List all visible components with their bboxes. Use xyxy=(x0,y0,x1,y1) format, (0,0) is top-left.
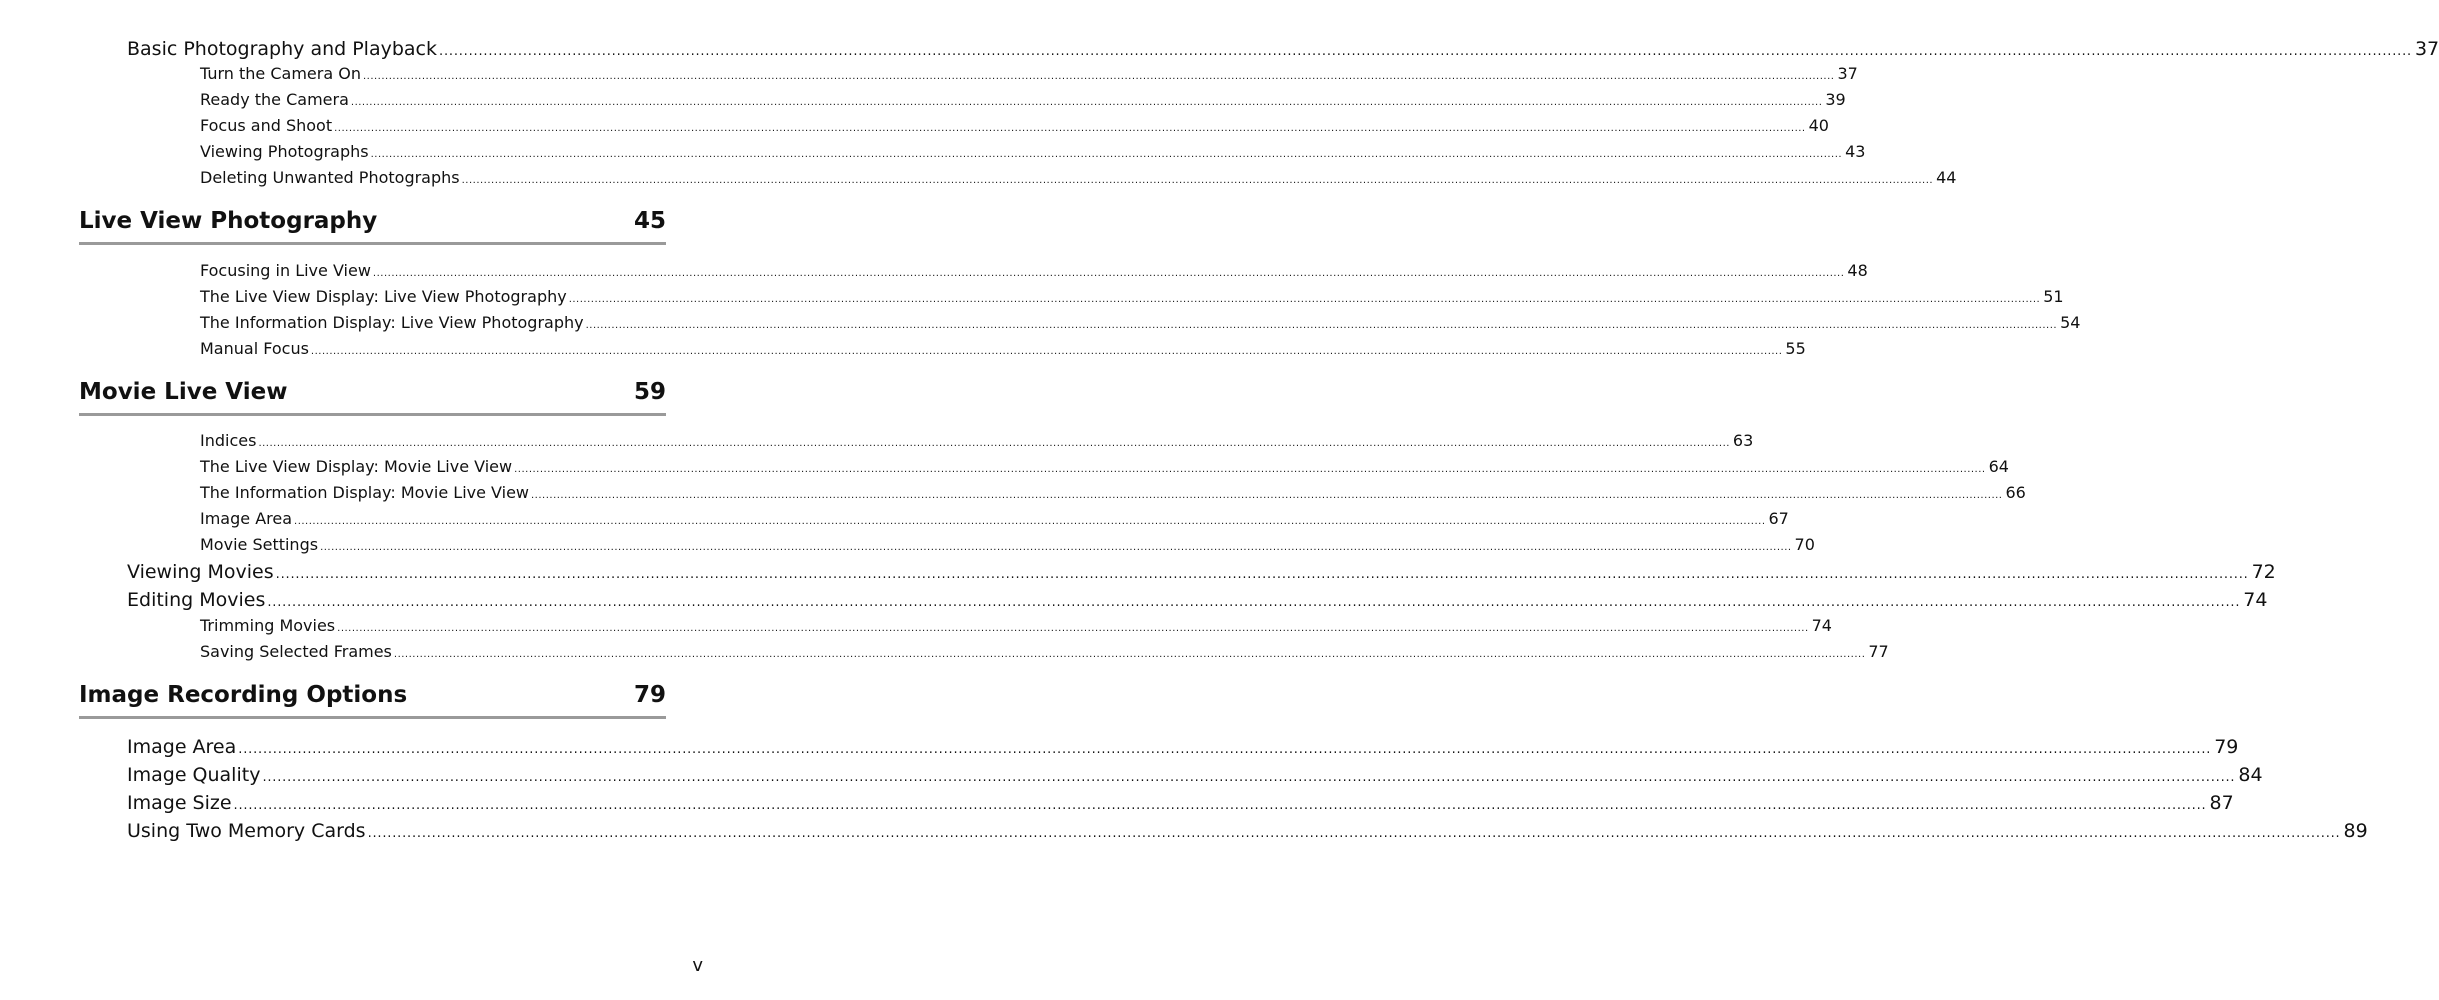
entry-page: 44 xyxy=(1936,168,1957,187)
entry-title: Turn the Camera On xyxy=(200,64,361,83)
dot-leader: ................................................................................................................................................................................................................................................................................................................................................................................................................ xyxy=(362,71,1835,82)
toc-subsection-entry[interactable] xyxy=(200,116,1829,135)
entry-title: Manual Focus xyxy=(200,339,309,358)
dot-leader: ................................................................................................................................................................................................................................................................................................................................................................................................................ xyxy=(262,770,2236,785)
toc-subsection-entry[interactable] xyxy=(200,616,1832,635)
toc-section-entry[interactable] xyxy=(127,820,2368,842)
toc-section-entry[interactable] xyxy=(127,38,2439,60)
toc-subsection-entry[interactable] xyxy=(200,168,1957,187)
dot-leader: ................................................................................................................................................................................................................................................................................................................................................................................................................ xyxy=(393,649,1866,660)
entry-page: 89 xyxy=(2343,820,2368,842)
entry-page: 51 xyxy=(2043,287,2064,306)
dot-leader: ................................................................................................................................................................................................................................................................................................................................................................................................................ xyxy=(320,542,1792,553)
entry-title: Editing Movies xyxy=(127,589,266,611)
entry-page: 63 xyxy=(1732,431,1754,450)
dot-leader: ................................................................................................................................................................................................................................................................................................................................................................................................................ xyxy=(568,294,2041,305)
toc-subsection-entry[interactable] xyxy=(200,142,1866,161)
entry-page: 77 xyxy=(1868,642,1889,661)
toc-subsection-entry[interactable] xyxy=(200,509,1789,528)
dot-leader: ................................................................................................................................................................................................................................................................................................................................................................................................................ xyxy=(514,464,1986,475)
entry-title: The Information Display: Live View Photography xyxy=(200,313,584,332)
entry-title: Image Quality xyxy=(127,764,261,786)
entry-title: Basic Photography and Playback xyxy=(127,38,438,60)
entry-page: 66 xyxy=(2005,483,2026,502)
entry-title: The Live View Display: Live View Photography xyxy=(200,287,567,306)
toc-subsection-entry[interactable] xyxy=(200,431,1754,450)
toc-subsection-entry[interactable] xyxy=(200,64,1858,83)
dot-leader: ................................................................................................................................................................................................................................................................................................................................................................................................................ xyxy=(294,516,1766,527)
dot-leader: ................................................................................................................................................................................................................................................................................................................................................................................................................ xyxy=(531,490,2003,501)
entry-title: Image Area xyxy=(200,509,293,528)
toc-subsection-entry[interactable] xyxy=(200,642,1889,661)
page-number: v xyxy=(692,955,703,976)
entry-title: Image Size xyxy=(127,792,232,814)
toc-subsection-entry[interactable] xyxy=(200,287,2064,306)
entry-title: Saving Selected Frames xyxy=(200,642,392,661)
dot-leader: ................................................................................................................................................................................................................................................................................................................................................................................................................ xyxy=(370,149,1843,160)
entry-page: 79 xyxy=(2214,736,2239,758)
entry-page: 37 xyxy=(1837,64,1858,83)
entry-page: 64 xyxy=(1988,457,2009,476)
dot-leader: ................................................................................................................................................................................................................................................................................................................................................................................................................ xyxy=(275,567,2249,582)
chapter-page: 59 xyxy=(633,379,666,405)
entry-page: 43 xyxy=(1845,142,1866,161)
dot-leader: ................................................................................................................................................................................................................................................................................................................................................................................................................ xyxy=(439,44,2412,59)
entry-page: 87 xyxy=(2209,792,2234,814)
chapter-divider xyxy=(79,242,666,245)
dot-leader: ................................................................................................................................................................................................................................................................................................................................................................................................................ xyxy=(334,123,1806,134)
dot-leader: ................................................................................................................................................................................................................................................................................................................................................................................................................ xyxy=(233,798,2207,813)
entry-page: 54 xyxy=(2060,313,2081,332)
dot-leader: ................................................................................................................................................................................................................................................................................................................................................................................................................ xyxy=(461,175,1934,186)
entry-title: Ready the Camera xyxy=(200,90,349,109)
entry-page: 37 xyxy=(2414,38,2439,60)
toc-subsection-entry[interactable] xyxy=(200,261,1868,280)
dot-leader: ................................................................................................................................................................................................................................................................................................................................................................................................................ xyxy=(267,595,2241,610)
entry-page: 70 xyxy=(1794,535,1815,554)
entry-page: 39 xyxy=(1825,90,1846,109)
entry-title: Image Area xyxy=(127,736,237,758)
entry-page: 67 xyxy=(1768,509,1789,528)
entry-title: Movie Settings xyxy=(200,535,319,554)
toc-subsection-entry[interactable] xyxy=(200,457,2009,476)
entry-title: Indices xyxy=(200,431,257,450)
entry-page: 74 xyxy=(1811,616,1832,635)
chapter-heading[interactable] xyxy=(79,379,666,405)
toc-subsection-entry[interactable] xyxy=(200,535,1815,554)
entry-page: 55 xyxy=(1785,339,1806,358)
entry-page: 40 xyxy=(1808,116,1829,135)
chapter-page: 79 xyxy=(633,682,666,708)
chapter-heading[interactable] xyxy=(79,682,666,708)
chapter-page: 45 xyxy=(633,208,666,234)
entry-title: The Information Display: Movie Live View xyxy=(200,483,529,502)
entry-page: 48 xyxy=(1847,261,1868,280)
toc-section-entry[interactable] xyxy=(127,764,2263,786)
toc-subsection-entry[interactable] xyxy=(200,483,2026,502)
toc-subsection-entry[interactable] xyxy=(200,339,1806,358)
chapter-title: Image Recording Options xyxy=(79,682,408,708)
toc-section-entry[interactable] xyxy=(127,736,2239,758)
entry-title: Deleting Unwanted Photographs xyxy=(200,168,460,187)
dot-leader: ................................................................................................................................................................................................................................................................................................................................................................................................................ xyxy=(258,438,1730,449)
entry-page: 72 xyxy=(2251,561,2276,583)
toc-subsection-entry[interactable] xyxy=(200,90,1846,109)
dot-leader: ................................................................................................................................................................................................................................................................................................................................................................................................................ xyxy=(350,97,1823,108)
dot-leader: ................................................................................................................................................................................................................................................................................................................................................................................................................ xyxy=(585,320,2058,331)
chapter-title: Live View Photography xyxy=(79,208,378,234)
chapter-heading[interactable] xyxy=(79,208,666,234)
dot-leader: ................................................................................................................................................................................................................................................................................................................................................................................................................ xyxy=(367,826,2341,841)
entry-title: Trimming Movies xyxy=(200,616,336,635)
dot-leader: ................................................................................................................................................................................................................................................................................................................................................................................................................ xyxy=(337,623,1809,634)
toc-section-entry[interactable] xyxy=(127,561,2276,583)
entry-title: Focusing in Live View xyxy=(200,261,371,280)
dot-leader: ................................................................................................................................................................................................................................................................................................................................................................................................................ xyxy=(238,742,2212,757)
entry-title: Viewing Movies xyxy=(127,561,274,583)
entry-page: 84 xyxy=(2238,764,2263,786)
entry-page: 74 xyxy=(2243,589,2268,611)
entry-title: Using Two Memory Cards xyxy=(127,820,366,842)
chapter-title: Movie Live View xyxy=(79,379,288,405)
chapter-divider xyxy=(79,716,666,719)
dot-leader: ................................................................................................................................................................................................................................................................................................................................................................................................................ xyxy=(310,346,1783,357)
toc-subsection-entry[interactable] xyxy=(200,313,2081,332)
entry-title: Focus and Shoot xyxy=(200,116,333,135)
toc-section-entry[interactable] xyxy=(127,792,2234,814)
toc-section-entry[interactable] xyxy=(127,589,2268,611)
entry-title: Viewing Photographs xyxy=(200,142,369,161)
chapter-divider xyxy=(79,413,666,416)
dot-leader: ................................................................................................................................................................................................................................................................................................................................................................................................................ xyxy=(372,268,1845,279)
entry-title: The Live View Display: Movie Live View xyxy=(200,457,513,476)
